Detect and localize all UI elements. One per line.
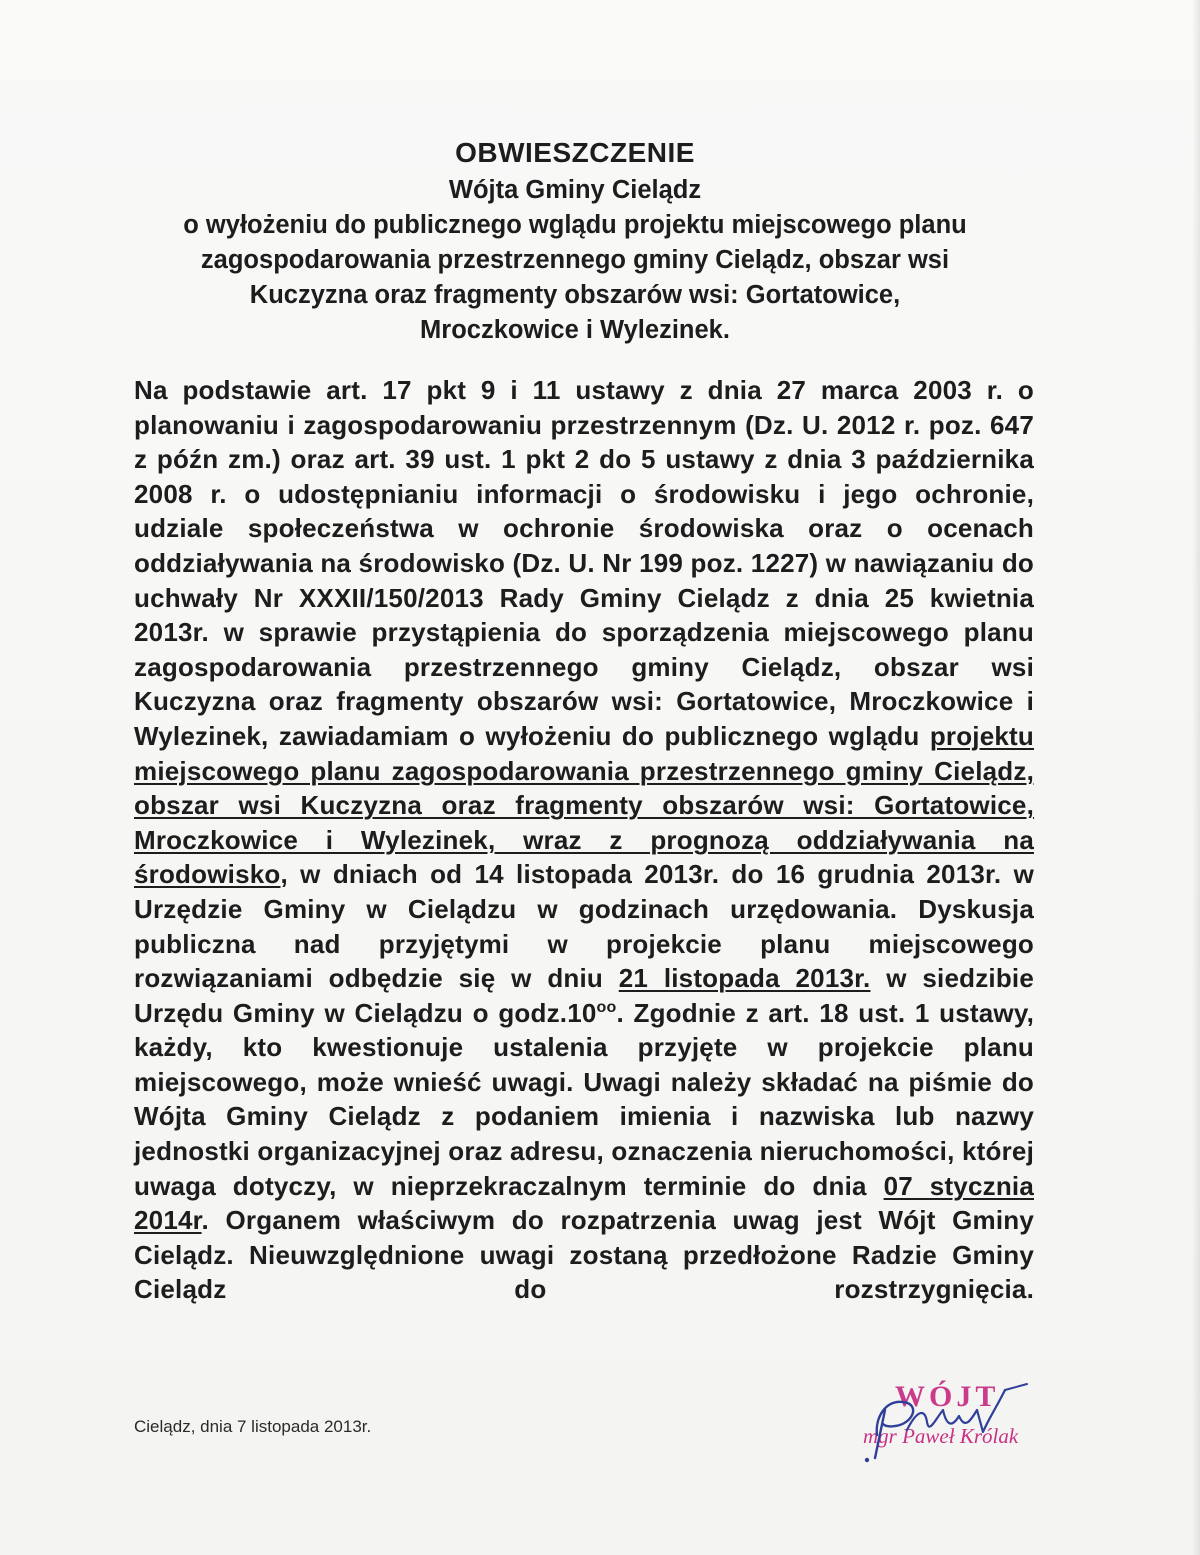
place-and-date: Cielądz, dnia 7 listopada 2013r.: [134, 1417, 372, 1436]
underlined-deadline-date: 07 stycznia 2014r: [134, 1170, 1034, 1236]
body-text-part: w siedzibie Urzędu Gminy w Cielądzu o godz.10: [134, 963, 1034, 1028]
body-text-part: . Organem właściwym do rozpatrzenia uwag jest Wójt Gminy Cielądz. Nieuwzględnione uwagi zostaną przedłożone Radzie Gminy Cielądz do rozstrzygnięcia.: [134, 1205, 1034, 1305]
stamp-name: mgr Paweł Królak: [863, 1424, 1019, 1448]
title-block: [120, 133, 1030, 348]
body-text-part: , w dniach od 14 listopada 2013r. do 16 grudnia 2013r. w Urzędzie Gminy w Cielądzu w godzinach urzędowania. Dyskusja publiczna nad przyjętymi w projekcie planu miejscowego rozwiązaniami odbędzie się w dniu: [134, 859, 1034, 994]
subtitle-line: Kuczyzna oraz fragmenty obszarów wsi: Gortatowice,: [249, 281, 901, 309]
subtitle-line: Mroczkowice i Wylezinek.: [420, 316, 730, 344]
subtitle-line: zagospodarowania przestrzennego gminy Cielądz, obszar wsi: [200, 246, 950, 274]
stamp-title: WÓJT: [895, 1380, 1000, 1413]
underlined-discussion-date: 21 listopada 2013r.: [618, 963, 871, 994]
official-stamp: [855, 1380, 1085, 1470]
body-text-part: . Zgodnie z art. 18 ust. 1 ustawy, każdy, kto kwestionuje ustalenia przyjęte w projekcie planu miejscowego, może wnieść uwagi. Uwagi należy składać na piśmie do Wójta Gminy Cielądz z podaniem imienia i nazwiska lub nazwy jednostki organizacyjnej oraz adresu, oznaczenia nieruchomości, której uwaga dotyczy, w nieprzekraczalnym terminie do dnia: [134, 997, 1035, 1201]
handwritten-signature: [855, 1380, 1085, 1470]
document-title: OBWIESZCZENIE: [455, 137, 695, 168]
page-edge-shadow: [1192, 0, 1200, 1555]
body-text-part: Na podstawie art. 17 pkt 9 i 11 ustawy z dnia 27 marca 2003 r. o planowaniu i zagospodarowaniu przestrzennym (Dz. U. 2012 r. poz. 647 z późn zm.) oraz art. 39 ust. 1 pkt 2 do 5 ustawy z dnia 3 października 2008 r. o udostępnianiu informacji o środowisku i jego ochronie, udziale społeczeństwa w ochronie środowiska oraz o ocenach oddziaływania na środowisko (Dz. U. Nr 199 poz. 1227) w nawiązaniu do uchwały Nr XXXII/150/2013 Rady Gminy Cielądz z dnia 25 kwietnia 2013r. w sprawie przystąpienia do sporządzenia miejscowego planu zagospodarowania przestrzennego gminy Cielądz, obszar wsi Kuczyzna oraz fragmenty obszarów wsi: Gortatowice, Mroczkowice i Wylezinek, zawiadamiam o wyłożeniu do publicznego wglądu: [134, 375, 1034, 751]
underlined-project-name: projektu miejscowego planu zagospodarowania przestrzennego gminy Cielądz, obszar wsi Kuczyzna oraz fragmenty obszarów wsi: Gortatowice, Mroczkowice i Wylezinek, wraz z prognozą oddziaływania na środowisko: [134, 720, 1034, 890]
notice-body: [134, 373, 1034, 1307]
time-superscript: oo: [596, 998, 617, 1016]
subtitle-line: Wójta Gminy Cielądz: [448, 176, 702, 204]
subtitle-line: o wyłożeniu do publicznego wglądu projektu miejscowego planu: [183, 211, 967, 239]
